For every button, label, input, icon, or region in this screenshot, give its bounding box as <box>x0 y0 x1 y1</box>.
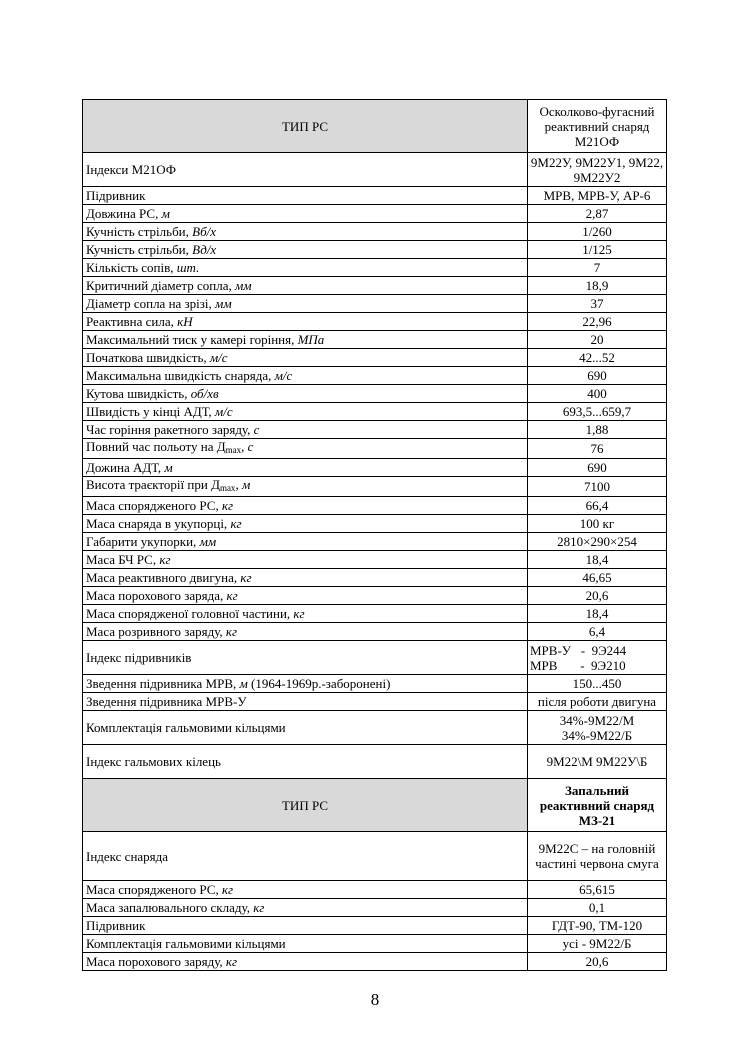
param-unit: кН <box>177 314 193 329</box>
param-label: Кучність стрільби, <box>86 242 193 257</box>
table-row <box>83 711 667 745</box>
value-cell: 37 <box>528 295 667 313</box>
table-row <box>83 623 667 641</box>
param-label: Дожина АДТ, <box>86 460 165 475</box>
param-label: Максимальна швидкість снаряда, <box>86 368 275 383</box>
param-unit: м <box>239 676 248 691</box>
table-row <box>83 497 667 515</box>
value-cell: 76 <box>528 439 667 459</box>
value-cell: 18,4 <box>528 551 667 569</box>
param-label: Комплектація гальмовими кільцями <box>86 720 286 735</box>
param-label: Маса порохового заряда, <box>86 588 227 603</box>
table-row <box>83 241 667 259</box>
param-label: Час горіння ракетного заряду, <box>86 422 254 437</box>
header-value-cell: Запальний реактивний снаряд МЗ-21 <box>528 779 667 832</box>
value-cell: 1/125 <box>528 241 667 259</box>
table-row <box>83 277 667 295</box>
value-cell: МРВ, МРВ-У, АР-6 <box>528 187 667 205</box>
param-label: Реактивна сила, <box>86 314 178 329</box>
param-label: Комплектація гальмовими кільцями <box>86 936 286 951</box>
param-cell <box>83 313 528 331</box>
param-cell <box>83 331 528 349</box>
param-cell <box>83 953 528 971</box>
param-unit: кг <box>221 498 234 513</box>
param-label: Габарити укупорки, <box>86 534 200 549</box>
param-unit: м/с <box>214 404 233 419</box>
value-cell: 2810×290×254 <box>528 533 667 551</box>
param-unit: кг <box>225 954 238 969</box>
value-cell: 20,6 <box>528 953 667 971</box>
table-row <box>83 551 667 569</box>
param-label: Маса реактивного двигуна, <box>86 570 241 585</box>
param-unit: м/с <box>209 350 228 365</box>
value-cell: 7 <box>528 259 667 277</box>
table-row <box>83 205 667 223</box>
value-cell: 1,88 <box>528 421 667 439</box>
value-cell: 18,4 <box>528 605 667 623</box>
table-row <box>83 917 667 935</box>
table-row <box>83 587 667 605</box>
table-row <box>83 899 667 917</box>
param-cell <box>83 693 528 711</box>
table-row <box>83 675 667 693</box>
param-subscript: max <box>219 483 236 493</box>
param-cell <box>83 367 528 385</box>
value-cell: 9М22\М 9М22У\Б <box>528 745 667 779</box>
table-row <box>83 385 667 403</box>
page-number: 8 <box>370 990 380 1009</box>
table-row <box>83 693 667 711</box>
param-label-after: , <box>235 477 242 492</box>
value-cell: 20,6 <box>528 587 667 605</box>
param-label: Індекс гальмових кілець <box>86 754 221 769</box>
param-label: Кучність стрільби, <box>86 224 193 239</box>
param-label: Індекс снаряда <box>86 848 169 864</box>
param-label: Підривник <box>86 918 146 933</box>
rows-group-1 <box>83 153 667 779</box>
param-cell <box>83 711 528 745</box>
param-cell <box>83 533 528 551</box>
param-cell <box>83 623 528 641</box>
value-cell: після роботи двигуна <box>528 693 667 711</box>
param-label: Маса спорядженої головної частини, <box>86 606 294 621</box>
param-subscript: max <box>225 445 242 455</box>
param-cell <box>83 385 528 403</box>
param-cell <box>83 187 528 205</box>
param-label: Маса розривного заряду, <box>86 624 226 639</box>
param-cell <box>83 477 528 497</box>
param-cell <box>83 551 528 569</box>
param-label: Висота траєкторії при Д <box>86 477 220 492</box>
param-unit: мм <box>199 534 217 549</box>
table-row <box>83 533 667 551</box>
param-unit: мм <box>215 296 232 311</box>
param-label: Зведення підривника МРВ-У <box>86 694 247 709</box>
param-label: Початкова швидкість, <box>86 350 210 365</box>
param-cell <box>83 153 528 187</box>
param-cell <box>83 675 528 693</box>
param-cell <box>83 421 528 439</box>
value-cell: 2,87 <box>528 205 667 223</box>
value-cell <box>528 641 667 675</box>
table-row <box>83 881 667 899</box>
param-cell <box>83 295 528 313</box>
param-label: Зведення підривника МРВ, <box>86 676 240 691</box>
param-label: Максимальний тиск у камері горіння, <box>86 332 298 347</box>
table-row <box>83 569 667 587</box>
value-cell: 18,9 <box>528 277 667 295</box>
param-cell <box>83 241 528 259</box>
value-cell: 6,4 <box>528 623 667 641</box>
value-cell: 65,615 <box>528 881 667 899</box>
value-cell: 7100 <box>528 477 667 497</box>
param-unit: м <box>161 206 170 221</box>
param-cell <box>83 205 528 223</box>
value-cell: 1/260 <box>528 223 667 241</box>
table-row <box>83 515 667 533</box>
param-unit: кг <box>226 588 238 603</box>
rows-group-2 <box>83 832 667 971</box>
param-cell <box>83 515 528 533</box>
param-cell <box>83 935 528 953</box>
param-label: Критичний діаметр сопла, <box>86 278 235 293</box>
value-cell: 0,1 <box>528 899 667 917</box>
header-param-cell: ТИП РС <box>83 779 528 832</box>
value-cell: 150...450 <box>528 675 667 693</box>
param-unit: кг <box>230 516 242 531</box>
value-cell: 22,96 <box>528 313 667 331</box>
param-cell <box>83 277 528 295</box>
value-cell: 100 кг <box>528 515 667 533</box>
param-label-after: (1964-1969р.-заборонені) <box>247 676 391 691</box>
param-cell <box>83 605 528 623</box>
param-label: Швидість у кінці АДТ, <box>86 404 215 419</box>
value-cell: 693,5...659,7 <box>528 403 667 421</box>
table-row <box>83 605 667 623</box>
value-line: МРВ-У - 9Э244 <box>530 642 627 658</box>
param-label: Індекси М21ОФ <box>86 162 177 177</box>
table-row <box>83 421 667 439</box>
param-unit: Вб/х <box>192 224 217 239</box>
param-label: Підривник <box>86 188 146 203</box>
param-unit: Вд/х <box>192 242 217 257</box>
param-unit: м <box>164 460 173 475</box>
table-row <box>83 295 667 313</box>
value-cell: 20 <box>528 331 667 349</box>
param-unit: кг <box>293 606 305 621</box>
param-unit: кг <box>221 882 234 897</box>
value-cell: 42...52 <box>528 349 667 367</box>
table-row <box>83 187 667 205</box>
table-row <box>83 745 667 779</box>
param-label: Довжина РС, <box>86 206 162 221</box>
param-label: Індекс підривників <box>86 650 192 665</box>
table-header-row <box>83 100 667 153</box>
param-cell <box>83 587 528 605</box>
param-unit: кг <box>159 552 171 567</box>
param-label: Маса спорядженого РС, <box>86 882 222 897</box>
param-cell <box>83 641 528 675</box>
param-unit: м/с <box>274 368 293 383</box>
param-cell <box>83 497 528 515</box>
param-unit: м <box>241 477 251 492</box>
value-cell: 400 <box>528 385 667 403</box>
param-label-after: , <box>241 439 248 454</box>
header-param-cell: ТИП РС <box>83 100 528 153</box>
param-cell <box>83 917 528 935</box>
param-unit: с <box>253 422 260 437</box>
table-row <box>83 477 667 497</box>
param-label: Маса снаряда в укупорці, <box>86 516 231 531</box>
table-row <box>83 935 667 953</box>
value-cell: 690 <box>528 459 667 477</box>
table-row <box>83 223 667 241</box>
param-label: Маса БЧ РС, <box>86 552 160 567</box>
value-cell: 66,4 <box>528 497 667 515</box>
param-cell <box>83 403 528 421</box>
param-label: Повний час польоту на Д <box>86 439 226 454</box>
param-unit: об/хв <box>190 386 219 401</box>
param-cell <box>83 881 528 899</box>
table-row <box>83 641 667 675</box>
value-cell: 9М22С – на головній частині червона смуга <box>528 832 667 881</box>
table-row <box>83 313 667 331</box>
header-value-cell: Осколково-фугасний реактивний снаряд М21ОФ <box>528 100 667 153</box>
table-row <box>83 953 667 971</box>
table-row <box>83 349 667 367</box>
value-cell: усі - 9М22/Б <box>528 935 667 953</box>
param-unit: кг <box>253 900 265 915</box>
param-label: Маса порохового заряду, <box>86 954 226 969</box>
table-row <box>83 403 667 421</box>
table-row <box>83 459 667 477</box>
param-label: Кількість сопів, <box>86 260 177 275</box>
table-row <box>83 439 667 459</box>
param-cell <box>83 349 528 367</box>
param-cell <box>83 223 528 241</box>
param-cell <box>83 439 528 459</box>
param-label: Кутова швидкість, <box>86 386 191 401</box>
param-cell <box>83 569 528 587</box>
param-label: Діаметр сопла на зрізі, <box>86 296 216 311</box>
table-row <box>83 331 667 349</box>
value-cell: 34%-9М22/М 34%-9М22/Б <box>528 711 667 745</box>
value-cell: 46,65 <box>528 569 667 587</box>
param-label: Маса запалювального складу, <box>86 900 254 915</box>
param-unit: кг <box>240 570 252 585</box>
param-cell <box>83 899 528 917</box>
param-cell <box>83 745 528 779</box>
table-row <box>83 153 667 187</box>
param-unit: шт. <box>176 260 200 275</box>
value-cell: 9М22У, 9М22У1, 9М22, 9М22У2 <box>528 153 667 187</box>
param-unit: кг <box>225 624 238 639</box>
param-unit: мм <box>235 278 252 293</box>
table-row <box>83 832 667 881</box>
param-cell <box>83 459 528 477</box>
param-unit: с <box>247 439 254 454</box>
value-cell: ГДТ-90, ТМ-120 <box>528 917 667 935</box>
value-line: МРВ - 9Э210 <box>530 657 626 673</box>
table-row <box>83 367 667 385</box>
value-cell: 690 <box>528 367 667 385</box>
param-label: Маса спорядженого РС, <box>86 498 222 513</box>
param-unit: МПа <box>297 332 325 347</box>
specification-table <box>82 99 667 971</box>
param-cell <box>83 259 528 277</box>
table-header-row <box>83 779 667 832</box>
table-row <box>83 259 667 277</box>
param-cell <box>83 832 528 881</box>
